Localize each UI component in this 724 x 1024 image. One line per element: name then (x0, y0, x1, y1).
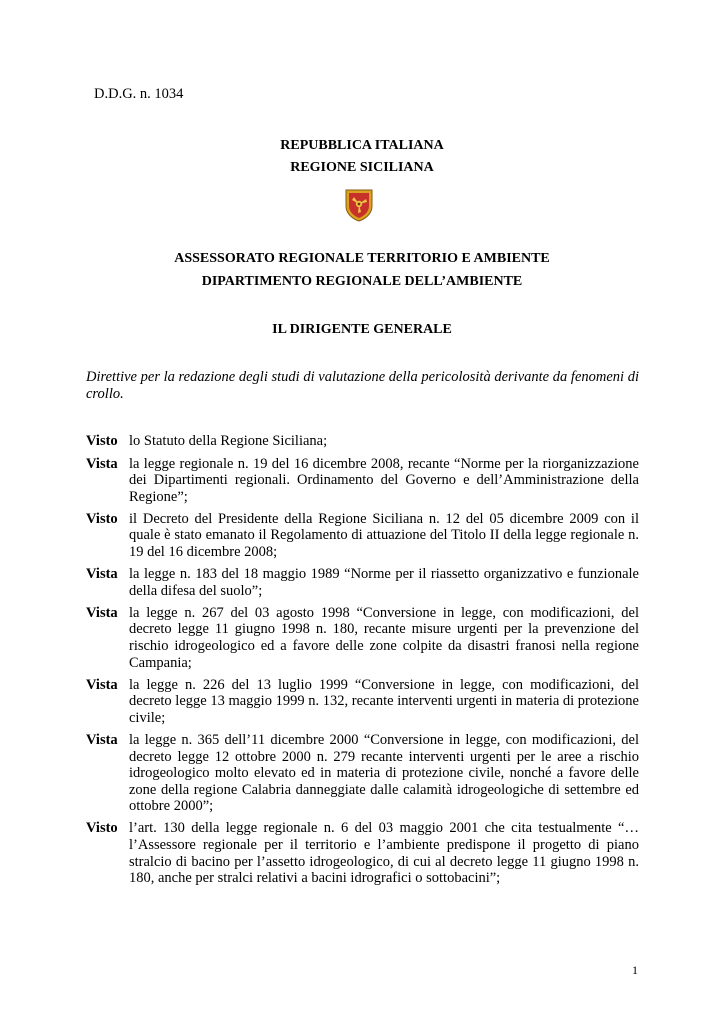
trinacria-coat-of-arms-icon (344, 188, 374, 222)
clause-item (86, 456, 639, 506)
clause-text: la legge n. 267 del 03 agosto 1998 “Conversione in legge, con modificazioni, del decreto legge 11 giugno 1998 n. 180, recante misure urgenti per la prevenzione del rischio idrogeologico ed a favore delle zone colpite da disastri franosi nella regione Campania; (129, 604, 639, 671)
page-number: 1 (632, 963, 638, 977)
clause-keyword: Visto (86, 433, 118, 449)
clause-item (86, 511, 639, 561)
clause-item (86, 732, 639, 815)
clause-keyword: Vista (86, 604, 118, 621)
clause-keyword: Visto (86, 510, 118, 527)
heading-dirigente: IL DIRIGENTE GENERALE (272, 322, 452, 337)
clause-item (86, 433, 639, 450)
heading-region: REGIONE SICILIANA (290, 160, 434, 175)
preamble-clauses (86, 433, 639, 892)
clause-keyword: Visto (86, 820, 118, 837)
clause-text: la legge n. 226 del 13 luglio 1999 “Conversione in legge, con modificazioni, del decreto legge 13 maggio 1999 n. 132, recante interventi urgenti in materia di protezione civile; (129, 676, 639, 726)
heading-dipartimento: DIPARTIMENTO REGIONALE DELL’AMBIENTE (201, 274, 523, 289)
clause-keyword: Vista (86, 566, 118, 583)
clause-text: il Decreto del Presidente della Regione Siciliana n. 12 del 05 dicembre 2009 con il quale è stato emanato il Regolamento di attuazione del Titolo II della legge regionale n. 19 del 16 dicembre 2008; (129, 510, 639, 560)
clause-item (86, 605, 639, 671)
clause-keyword: Vista (86, 731, 118, 748)
clause-text: lo Statuto della Regione Siciliana; (129, 433, 328, 449)
clause-keyword: Vista (86, 676, 118, 693)
clause-item (86, 677, 639, 727)
heading-republic: REPUBBLICA ITALIANA (280, 138, 444, 153)
clause-text: la legge regionale n. 19 del 16 dicembre 2008, recante “Norme per la riorganizzazione dei Dipartimenti regionali. Ordinamento del Governo e dell’Amministrazione della Regione”; (129, 455, 639, 505)
clause-item (86, 566, 639, 599)
clause-item (86, 820, 639, 886)
clause-text: la legge n. 183 del 18 maggio 1989 “Norme per il riassetto organizzativo e funzionale della difesa del suolo”; (129, 566, 639, 599)
clause-text: la legge n. 365 dell’11 dicembre 2000 “Conversione in legge, con modificazioni, del decreto legge 12 ottobre 2000 n. 279 recante interventi urgenti per le aree a rischio idrogeologico molto elevato ed in materia di protezione civile, nonché a favore delle zone della regione Calabria danneggiate dalle calamità idrogeologiche di settembre ed ottobre 2000”; (129, 731, 639, 815)
heading-assessorato: ASSESSORATO REGIONALE TERRITORIO E AMBIENTE (174, 251, 550, 266)
clause-text: l’art. 130 della legge regionale n. 6 del 03 maggio 2001 che cita testualmente “…l’Assessore regionale per il territorio e l’ambiente predispone il progetto di piano stralcio di bacino per l’assetto idrogeologico, di cui al decreto legge 11 giugno 1998 n. 180, anche per stralci relativi a bacini idrografici o sottobacini”; (129, 820, 639, 887)
decree-subject: Direttive per la redazione degli studi di valutazione della pericolosità derivante da fenomeni di crollo. (86, 369, 639, 402)
clause-keyword: Vista (86, 455, 118, 472)
decree-reference: D.D.G. n. 1034 (94, 86, 184, 102)
